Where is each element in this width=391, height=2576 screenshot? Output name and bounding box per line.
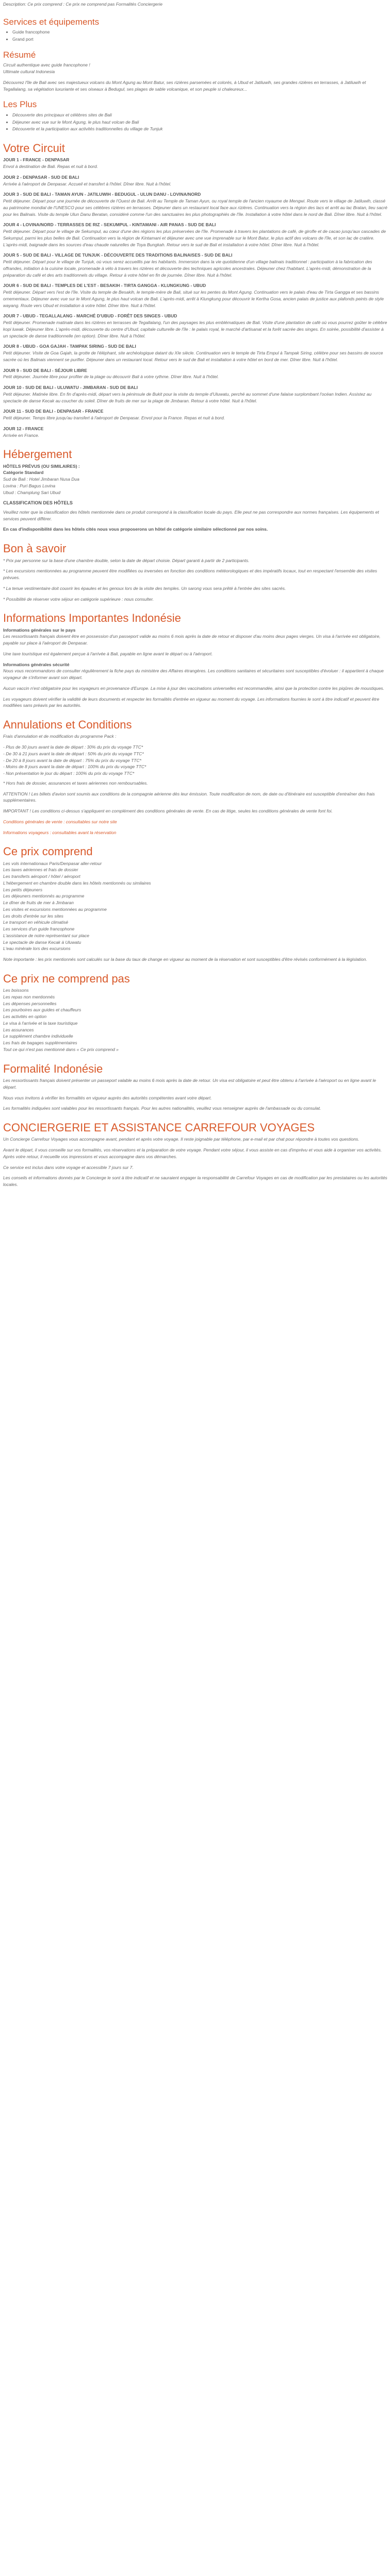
itinerary-day [3, 313, 388, 339]
list-item: • Découverte et la participation aux activités traditionnelles du village de Tunjuk [12, 126, 388, 132]
list-item: Les transferts aéroport / hôtel / aéroport [3, 874, 80, 879]
day-description: Petit déjeuner. Départ pour le village de Tunjuk, où vous serez accueillis par les habitants. Immersion dans la vie quotidienne d'un village balinais traditionnel : participation à la fabrication des offrandes, initiation à la cuisine locale, promenade à vélo à travers les rizières et découverte des techniques agricoles ancestrales. Déjeuner chez l'habitant. L'après-midi, démonstration de la préparation du café et des arts traditionnels du village. Retour à votre hôtel en fin de journée. Dîner libre. Nuit à l'hôtel. [3, 259, 372, 278]
itinerary-day [3, 252, 388, 278]
annulation-line: - Moins de 8 jours avant la date de départ : 100% du prix du voyage TTC* [3, 764, 146, 770]
day-title: JOUR 11 - SUD DE BALI - DENPASAR - FRANCE [3, 409, 104, 414]
formalites-para: Les ressortissants français doivent être en possession d'un passeport valide au moins 6 mois après la date de retour et disposer d'au moins deux pages vierges. Un visa à l'arrivée est obligatoire, payable sur place à l'aéroport de Denpasar. [3, 634, 381, 646]
formalites-sub: Informations générales sur le pays [3, 627, 76, 633]
resume-line: Ultimate cultural Indonesia [3, 69, 55, 75]
day-title: JOUR 8 - UBUD - GOA GAJAH - TAMPAK SIRING - SUD DE BALI [3, 344, 136, 349]
list-item: Le supplément chambre individuelle [3, 1033, 73, 1039]
list-item: • Déjeuner avec vue sur le Mont Agung, le plus haut volcan de Bali [12, 119, 388, 126]
list-item: Les dépenses personnelles [3, 1001, 57, 1006]
itinerary-day [3, 282, 388, 309]
annulation-line: - Plus de 30 jours avant la date de départ : 30% du prix du voyage TTC* [3, 744, 143, 750]
annulation-attention: ATTENTION ! Les billets d'avion sont soumis aux conditions de la compagnie aérienne dès leur émission. Toute modification de nom, de date ou d'itinéraire est susceptible d'entraîner des frais supplémentaires. [3, 791, 375, 803]
resume-section [3, 50, 388, 93]
description-line: Description: Ce prix comprend : Ce prix ne comprend pas Formalités Conciergerie [3, 2, 162, 7]
list-item: • Guide francophone [12, 29, 388, 36]
day-title: JOUR 2 - DENPASAR - SUD DE BALI [3, 174, 79, 180]
resume-body: Découvrez l'île de Bali avec ses majestueux volcans du Mont Agung au Mont Batur, ses rizières parsemées et colorés, à Ubud et Jatiluwih, ses grandes rizières en terrasses, à Jatiluwih et Tegallalang, sa végétation luxuriante et ses oiseaux à Bedugul, ses plages de sable volcanique, et son peuple si chaleureux... [3, 79, 366, 92]
conciergerie-title: CONCIERGERIE ET ASSISTANCE CARREFOUR VOYAGES [3, 1121, 315, 1134]
annulation-line: - Non présentation le jour du départ : 100% du prix du voyage TTC* [3, 771, 135, 776]
formalite-para: Les formalités indiquées sont valables pour les ressortissants français. Pour les autres nationalités, veuillez vous renseigner auprès de l'ambassade ou du consulat. [3, 1106, 321, 1111]
hebergement-section [3, 448, 388, 533]
list-item: Le spectacle de danse Kecak à Uluwatu [3, 939, 82, 945]
noncompris-list [3, 987, 388, 1053]
circuit-section [3, 142, 388, 438]
hotel-line: Ubud : Champlung Sari Ubud [3, 489, 61, 495]
noncompris-section [3, 972, 388, 1053]
formalites-para: Nous vous recommandons de consulter régulièrement la fiche pays du ministère des Affaires étrangères. Les conditions sanitaires et sécuritaires sont susceptibles d'évoluer : il appartient à chaque voyageur de s'informer avant son départ. [3, 668, 384, 681]
list-item: Les visites et excursions mentionnées au programme [3, 906, 107, 912]
day-title: JOUR 9 - SUD DE BALI - SÉJOUR LIBRE [3, 367, 87, 373]
itinerary-day [3, 426, 388, 439]
list-item: Les assurances [3, 1027, 34, 1032]
list-item: Le visa à l'arrivée et la taxe touristique [3, 1020, 78, 1026]
day-description: Arrivée à l'aéroport de Denpasar. Accueil et transfert à l'hôtel. Dîner libre. Nuit à l'hôtel. [3, 181, 171, 187]
list-item: Les déjeuners mentionnés au programme [3, 893, 85, 899]
day-description: Petit déjeuner. Départ vers l'est de l'île. Visite du temple de Besakih, le temple-mère de Bali, situé sur les pentes du Mont Agung. Continuation vers le palais d'eau de Tirta Gangga et ses bassins ornementaux. Déjeuner avec vue sur le Mont Agung, le plus haut volcan de Bali. L'après-midi, arrêt à Klungkung pour découvrir le Kertha Gosa, ancien palais de justice aux plafonds peints de style wayang. Route vers Ubud et installation à votre hôtel. Dîner libre. Nuit à l'hôtel. [3, 290, 384, 308]
classification-text: Veuillez noter que la classification des hôtels mentionnée dans ce produit correspond à la classification locale du pays. Elle peut ne pas correspondre aux normes françaises. Les équipements et services peuvent différer. [3, 509, 379, 521]
conciergerie-para: Les conseils et informations donnés par le Concierge le sont à titre indicatif et ne sauraient engager la responsabilité de Carrefour Voyages en cas de modification par les prestataires ou les autorités locales. [3, 1175, 387, 1188]
day-description: Petit déjeuner. Visite de Goa Gajah, la grotte de l'éléphant, site archéologique datant du XIe siècle. Continuation vers le temple de Tirta Empul à Tampak Siring, célèbre pour ses bassins de source sacrée où les Balinais viennent se purifier. Déjeuner dans un restaurant local. Retour vers le sud de Bali et installation à votre hôtel en bord de mer. Dîner libre. Nuit à l'hôtel. [3, 350, 383, 362]
day-description: Petit déjeuner. Temps libre jusqu'au transfert à l'aéroport de Denpasar. Envol pour la France. Repas et nuit à bord. [3, 415, 225, 421]
day-title: JOUR 1 - FRANCE - DENPASAR [3, 157, 70, 163]
annulation-section [3, 718, 388, 836]
hotel-category: Catégorie Standard [3, 470, 44, 476]
annulation-line: - De 20 à 8 jours avant la date de départ : 75% du prix du voyage TTC* [3, 757, 141, 763]
list-item: Les activités en option [3, 1014, 47, 1020]
itinerary-day [3, 191, 388, 217]
annulation-link [3, 819, 388, 825]
classification-heading: CLASSIFICATION DES HÔTELS [3, 500, 73, 506]
hotel-line: Lovina : Puri Bagus Lovina [3, 483, 56, 488]
formalites-title: Informations Importantes Indonésie [3, 612, 181, 625]
bon-para: * Possibilité de réserver votre séjour en catégorie supérieure : nous consulter. [3, 596, 154, 602]
list-item: Les vols internationaux Paris/Denpasar aller-retour [3, 860, 102, 866]
annulation-link [3, 829, 388, 836]
annulation-line: - De 30 à 21 jours avant la date de départ : 50% du prix du voyage TTC* [3, 751, 144, 756]
plus-list [3, 112, 388, 132]
list-item: Les frais de bagages supplémentaires [3, 1040, 77, 1046]
circuit-title: Votre Circuit [3, 142, 65, 155]
list-item: Le dîner de fruits de mer à Jimbaran [3, 900, 74, 906]
list-item: L'hébergement en chambre double dans les hôtels mentionnés ou similaires [3, 880, 151, 886]
itinerary-day [3, 174, 388, 188]
list-item: Les petits déjeuners [3, 887, 43, 892]
itinerary-day [3, 343, 388, 363]
itinerary-day [3, 157, 388, 170]
list-item: Les pourboires aux guides et chauffeurs [3, 1007, 82, 1013]
conciergerie-para: Avant le départ, il vous conseille sur vos formalités, vos réservations et la préparation de votre voyage. Pendant votre séjour, il vous assiste en cas d'imprévu et vous aide à organiser vos activités. Après votre retour, il recueille vos impressions et vous accompagne dans vos démarches. [3, 1147, 382, 1159]
services-list [3, 29, 388, 43]
hotel-line: Sud de Bali : Hotel Jimbaran Nusa Dua [3, 477, 79, 482]
list-item: Le transport en véhicule climatisé [3, 920, 69, 925]
day-description: Petit déjeuner. Promenade matinale dans les rizières en terrasses de Tegallalang, l'un des paysages les plus emblématiques de Bali. Visite d'une plantation de café où vous pourrez goûter le célèbre kopi luwak. Déjeuner libre. L'après-midi, découverte du centre d'Ubud, capitale culturelle de l'île : le palais royal, le marché d'artisanat et la forêt sacrée des singes. En soirée, possibilité d'assister à un spectacle de danse traditionnelle (en option). Dîner libre. Nuit à l'hôtel. [3, 320, 387, 338]
day-description: Petit déjeuner. Journée libre pour profiter de la plage ou découvrir Bali à votre rythme. Dîner libre. Nuit à l'hôtel. [3, 374, 219, 380]
itinerary-day [3, 367, 388, 381]
annulation-intro: Frais d'annulation et de modification du programme Pack : [3, 734, 117, 739]
circuit-days [3, 157, 388, 438]
bon-title: Bon à savoir [3, 542, 67, 555]
comprend-section [3, 845, 388, 963]
annulation-important: IMPORTANT ! Les conditions ci-dessus s'appliquent en complément des conditions générales de vente. En cas de litige, seules les conditions générales de vente font foi. [3, 808, 333, 814]
formalite-para: Les ressortissants français doivent présenter un passeport valable au moins 6 mois après la date de retour. Un visa est obligatoire et peut être obtenu à l'arrivée à l'aéroport ou en ligne avant le départ. [3, 1078, 377, 1090]
list-item: • Grand port [12, 36, 388, 43]
formalites-para: Une taxe touristique est également perçue à l'arrivée à Bali, payable en ligne avant le départ ou à l'aéroport. [3, 651, 213, 656]
list-item: Tout ce qui n'est pas mentionné dans « Ce prix comprend » [3, 1046, 119, 1052]
hebergement-title: Hébergement [3, 448, 72, 461]
day-title: JOUR 3 - SUD DE BALI - TAMAN AYUN - JATILUWIH - BEDUGUL - ULUN DANU - LOVINA/NORD [3, 192, 201, 197]
day-title: JOUR 10 - SUD DE BALI - ULUWATU - JIMBARAN - SUD DE BALI [3, 385, 138, 391]
bon-section [3, 542, 388, 602]
list-item: L'eau minérale lors des excursions [3, 946, 71, 952]
formalites-para: Aucun vaccin n'est obligatoire pour les voyageurs en provenance d'Europe. La mise à jour des vaccinations universelles est recommandée, ainsi que la protection contre les piqûres de moustiques. [3, 685, 384, 691]
availability-note: En cas d'indisponibilité dans les hôtels cités nous vous proposerons un hôtel de catégorie similaire sélectionné par nos soins. [3, 527, 268, 532]
itinerary-day [3, 384, 388, 404]
resume-title: Résumé [3, 49, 36, 60]
plus-section [3, 99, 388, 132]
day-title: JOUR 4 - LOVINA/NORD - TERRASSES DE RIZ - SEKUMPUL - KINTAMANI - AIR PANAS - SUD DE BALI [3, 222, 216, 228]
formalite-section [3, 1062, 388, 1112]
day-description: Petit déjeuner. Départ pour le village de Sekumpul, au cœur d'une des régions les plus préservées de l'île. Promenade à travers les plantations de café, de girofle et de cacao jusqu'aux cascades de Sekumpul, parmi les plus belles de Bali. Continuation vers la région de Kintamani et déjeuner avec une vue imprenable sur le Mont Batur, le plus actif des volcans de l'île, et son lac de cratère. L'après-midi, baignade dans les sources d'eau chaude naturelles de Toya Bungkah. Retour vers le sud de Bali et installation à votre hôtel. Dîner libre. Nuit à l'hôtel. [3, 229, 386, 247]
day-description: Petit déjeuner. Départ pour une journée de découverte de l'Ouest de Bali. Arrêt au Temple de Taman Ayun, ou royal temple de l'ancien royaume de Mengwi. Route vers le village de Jatiluwih, classé au patrimoine mondial de l'UNESCO pour ses célèbres rizières en terrasses. Déjeuner dans un restaurant local face aux rizières. Continuation vers la région des lacs et arrêt au lac Bratan, lieu sacré pour les Balinais. Visite du temple Ulun Danu Beratan, considéré comme l'un des sanctuaires les plus photographiés de l'île. Installation à votre hôtel dans le nord de Bali. Dîner libre. Nuit à l'hôtel. [3, 198, 387, 217]
noncompris-title: Ce prix ne comprend pas [3, 972, 130, 985]
formalites-para: Les voyageurs doivent vérifier la validité de leurs documents et respecter les formalités d'entrée en vigueur au moment du voyage. Les informations fournies le sont à titre indicatif et peuvent être modifiées sans préavis par les autorités. [3, 696, 380, 708]
list-item: Les boissons [3, 988, 29, 993]
day-description: Envol à destination de Bali. Repas et nuit à bord. [3, 164, 98, 170]
comprend-list [3, 860, 388, 953]
day-description: Arrivée en France. [3, 432, 39, 438]
info-voyageurs-link[interactable]: Informations voyageurs : consultables avant la réservation [3, 829, 117, 835]
services-section [3, 17, 388, 43]
annulation-note: * Hors frais de dossier, assurances et taxes aériennes non remboursables. [3, 780, 148, 786]
list-item: Les repas non mentionnés [3, 994, 55, 999]
conciergerie-para: Ce service est inclus dans votre voyage et accessible 7 jours sur 7. [3, 1164, 134, 1170]
hotel-heading: HÔTELS PRÉVUS (OU SIMILAIRES) : [3, 463, 80, 469]
formalite-para: Nous vous invitons à vérifier les formalités en vigueur auprès des autorités compétentes avant votre départ. [3, 1095, 212, 1100]
conciergerie-para: Un Concierge Carrefour Voyages vous accompagne avant, pendant et après votre voyage. Il reste joignable par téléphone, par e-mail et par chat pour répondre à toutes vos questions. [3, 1137, 360, 1142]
plus-title: Les Plus [3, 99, 37, 110]
list-item: L'assistance de notre représentant sur place [3, 933, 89, 938]
day-title: JOUR 7 - UBUD - TEGALLALANG - MARCHÉ D'UBUD - FORÊT DES SINGES - UBUD [3, 313, 177, 319]
list-item: Les droits d'entrée sur les sites [3, 913, 63, 919]
itinerary-day [3, 408, 388, 421]
bon-para: * Les excursions mentionnées au programme peuvent être modifiées ou inversées en fonction des conditions météorologiques et des impératifs locaux, tout en respectant l'ensemble des visites prévues. [3, 568, 377, 581]
list-item: Les taxes aériennes et frais de dossier [3, 867, 78, 873]
itinerary-day [3, 222, 388, 248]
bon-para: * La tenue vestimentaire doit couvrir les épaules et les genoux lors de la visite des temples. Un sarong vous sera prêté à l'entrée des sites sacrés. [3, 585, 286, 591]
bon-para: * Prix par personne sur la base d'une chambre double, selon la date de départ choisie. Départ garanti à partir de 2 participants. [3, 557, 250, 563]
formalite-title: Formalité Indonésie [3, 1062, 103, 1075]
annulation-title: Annulations et Conditions [3, 718, 132, 732]
day-title: JOUR 6 - SUD DE BALI - TEMPLES DE L'EST - BESAKIH - TIRTA GANGGA - KLUNGKUNG - UBUD [3, 283, 206, 289]
page [0, 0, 391, 1188]
day-description: Petit déjeuner. Matinée libre. En fin d'après-midi, départ vers la péninsule de Bukit pour la visite du temple d'Uluwatu, perché au sommet d'une falaise surplombant l'océan Indien. Assistez au spectacle de danse Kecak au coucher du soleil. Dîner de fruits de mer sur la plage de Jimbaran. Retour à votre hôtel. Nuit à l'hôtel. [3, 391, 372, 403]
resume-line: Circuit authentique avec guide francophone ! [3, 62, 90, 68]
formalites-section [3, 612, 388, 709]
conciergerie-section [3, 1121, 388, 1188]
formalites-sub: Informations générales sécurité [3, 662, 70, 667]
list-item: Les services d'un guide francophone [3, 926, 75, 932]
conditions-link[interactable]: Conditions générales de vente : consultables sur notre site [3, 819, 117, 824]
list-item: • Découverte des principaux et célèbres sites de Bali [12, 112, 388, 118]
comprend-note: Note importante : les prix mentionnés sont calculés sur la base du taux de change en vigueur au moment de la réservation et sont susceptibles d'être révisés conformément à la législation. [3, 957, 367, 962]
day-title: JOUR 12 - FRANCE [3, 426, 44, 431]
day-title: JOUR 5 - SUD DE BALI - VILLAGE DE TUNJUK - DÉCOUVERTE DES TRADITIONS BALINAISES - SUD DE BALI [3, 252, 233, 258]
comprend-title: Ce prix comprend [3, 845, 93, 858]
services-title: Services et équipements [3, 16, 100, 27]
